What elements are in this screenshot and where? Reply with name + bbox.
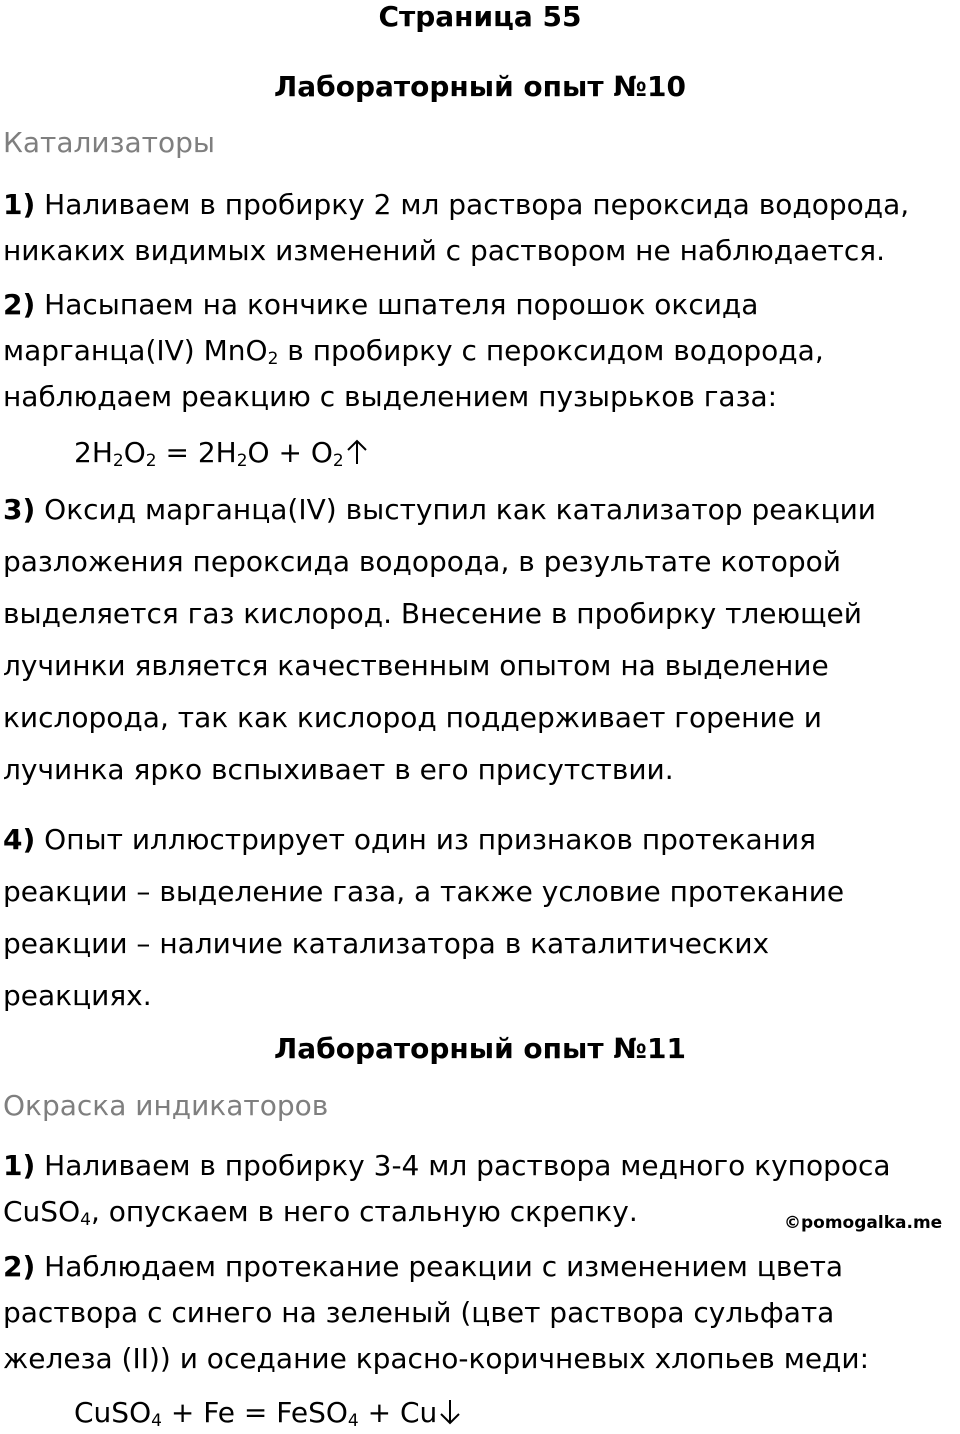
text-line: реакции – выделение газа, а также условие протекание [3,875,845,908]
text-line: кислорода, так как кислород поддерживает горение и [3,701,822,734]
subscript: 2 [236,451,248,471]
text-line: наблюдаем реакцию с выделением пузырьков газа: [3,380,778,413]
text-span: в пробирку с пероксидом водорода, [278,334,824,367]
lab11-title: Лабораторный опыт №11 [274,1032,686,1065]
formula-part: O [123,436,146,469]
text-line [3,814,958,866]
text-span: Насыпаем на кончике шпателя порошок оксида [35,288,759,321]
text-span: марганца(IV) MnO [3,334,268,367]
text-span: Наблюдаем протекание реакции с изменением цвета [35,1250,844,1283]
text-span: Наливаем в пробирку 3-4 мл раствора медного купороса [35,1149,891,1182]
item-number: 1) [3,188,36,221]
subscript: 2 [112,451,124,471]
item-number: 2) [3,1250,36,1283]
text-span: CuSO [3,1195,81,1228]
text-line: разложения пероксида водорода, в результате которой [3,545,842,578]
lab11-item-2 [3,1244,958,1382]
lab10-item-1 [3,182,958,274]
lab10-item-2 [3,282,958,420]
text-line: железа (II)) и оседание красно-коричневых хлопьев меди: [3,1342,870,1375]
lab10-item-4 [3,814,958,1022]
subscript: 2 [332,451,344,471]
text-line [3,1244,958,1290]
lab11-subtitle: Окраска индикаторов [3,1089,329,1122]
text-line: выделяется газ кислород. Внесение в пробирку тлеющей [3,597,862,630]
item-number: 4) [3,823,36,856]
watermark: ©pomogalka.me [784,1213,943,1233]
up-arrow-icon [346,438,368,474]
formula-part: 2H [74,436,113,469]
item-number: 3) [3,493,36,526]
formula-part: CuSO [74,1396,152,1429]
reaction-equation-2 [74,1396,461,1434]
text-line: никаких видимых изменений с раствором не наблюдается. [3,234,885,267]
subscript: 2 [267,349,279,369]
lab10-title: Лабораторный опыт №10 [274,70,686,103]
formula-part: + Cu [358,1396,438,1429]
text-span: Опыт иллюстрирует один из признаков протекания [35,823,816,856]
subscript: 4 [347,1411,359,1431]
item-number: 2) [3,288,36,321]
lab10-subtitle: Катализаторы [3,126,215,159]
text-span: , опускаем в него стальную скрепку. [90,1195,638,1228]
down-arrow-icon [439,1398,461,1434]
text-line [3,328,958,374]
text-span: Наливаем в пробирку 2 мл раствора пероксида водорода, [35,188,910,221]
text-line: реакциях. [3,979,152,1012]
text-line [3,1143,958,1189]
formula-part: = 2H [156,436,237,469]
text-line: лучинки является качественным опытом на выделение [3,649,829,682]
lab10-item-3 [3,484,958,796]
subscript: 2 [145,451,157,471]
text-line [3,282,958,328]
subscript: 4 [80,1210,91,1230]
formula-part: O + O [247,436,333,469]
text-line [3,182,958,228]
text-line [3,484,958,536]
text-line: реакции – наличие катализатора в каталитических [3,927,770,960]
text-line: раствора с синего на зеленый (цвет раствора сульфата [3,1296,835,1329]
text-span: Оксид марганца(IV) выступил как катализатор реакции [35,493,876,526]
item-number: 1) [3,1149,36,1182]
page-title: Страница 55 [378,0,582,33]
formula-part: + Fe = FeSO [161,1396,348,1429]
text-line: лучинка ярко вспыхивает в его присутствии. [3,753,674,786]
subscript: 4 [151,1411,162,1431]
reaction-equation-1 [74,436,368,474]
